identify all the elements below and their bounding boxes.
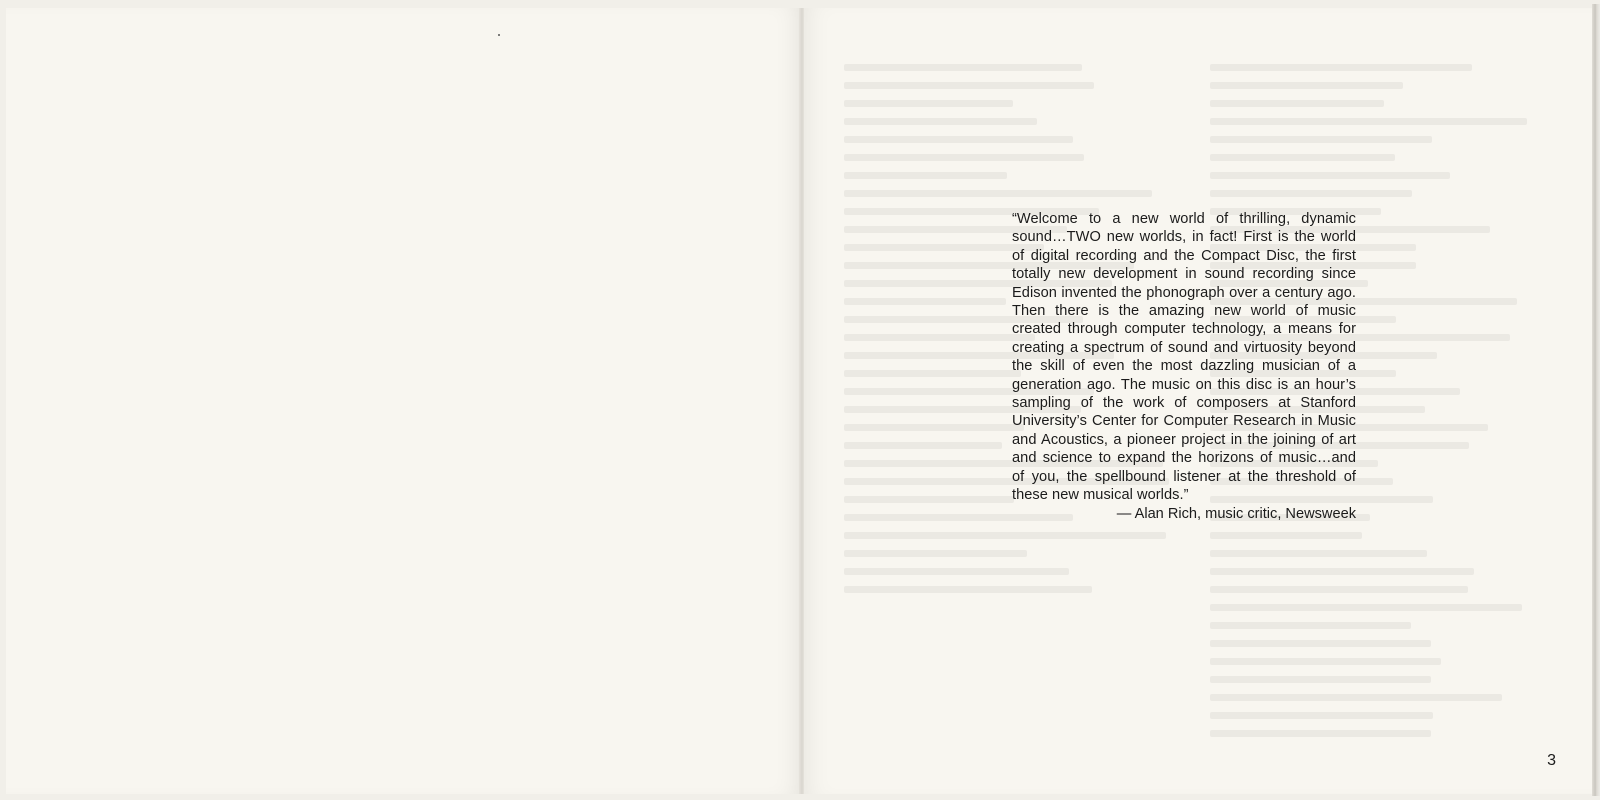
show-through-stroke <box>844 172 1007 179</box>
show-through-line <box>1210 148 1540 166</box>
show-through-stroke <box>1210 136 1432 143</box>
show-through-stroke <box>844 82 1094 89</box>
show-through-line <box>844 562 1184 580</box>
show-through-line <box>1210 616 1540 634</box>
show-through-stroke <box>844 118 1037 125</box>
show-through-stroke <box>1210 568 1474 575</box>
show-through-stroke <box>1210 676 1431 683</box>
show-through-stroke <box>844 334 1035 341</box>
show-through-stroke <box>1210 640 1431 647</box>
show-through-line <box>1210 670 1540 688</box>
show-through-stroke <box>844 136 1073 143</box>
show-through-line <box>1210 112 1540 130</box>
show-through-stroke <box>1210 100 1384 107</box>
show-through-stroke <box>1210 604 1522 611</box>
show-through-stroke <box>844 100 1013 107</box>
show-through-stroke <box>844 154 1084 161</box>
show-through-line <box>1210 166 1540 184</box>
show-through-stroke <box>1210 190 1412 197</box>
show-through-line <box>1210 58 1540 76</box>
paper-speck <box>498 34 500 36</box>
show-through-line <box>844 526 1184 544</box>
show-through-line <box>844 148 1184 166</box>
show-through-line <box>1210 724 1540 742</box>
show-through-stroke <box>1210 82 1403 89</box>
show-through-line <box>844 580 1184 598</box>
show-through-stroke <box>1210 118 1527 125</box>
show-through-stroke <box>1210 622 1411 629</box>
show-through-line <box>1210 598 1540 616</box>
show-through-line <box>1210 562 1540 580</box>
show-through-stroke <box>1210 172 1450 179</box>
show-through-line <box>844 130 1184 148</box>
show-through-stroke <box>844 424 1024 431</box>
show-through-line <box>1210 526 1540 544</box>
show-through-line <box>1210 652 1540 670</box>
page-number: 3 <box>1547 752 1556 769</box>
show-through-stroke <box>1210 64 1472 71</box>
show-through-line <box>844 184 1184 202</box>
show-through-line <box>1210 580 1540 598</box>
show-through-stroke <box>844 568 1069 575</box>
right-page <box>804 8 1592 794</box>
quote-block <box>1012 210 1356 523</box>
show-through-line <box>1210 544 1540 562</box>
show-through-stroke <box>1210 730 1431 737</box>
show-through-stroke <box>844 64 1082 71</box>
show-through-stroke <box>844 442 1002 449</box>
show-through-stroke <box>1210 154 1395 161</box>
show-through-line <box>1210 184 1540 202</box>
show-through-stroke <box>844 298 1006 305</box>
show-through-line <box>844 76 1184 94</box>
show-through-line <box>1210 706 1540 724</box>
show-through-stroke <box>844 550 1027 557</box>
show-through-stroke <box>1210 658 1441 665</box>
show-through-line <box>844 94 1184 112</box>
show-through-stroke <box>844 370 1021 377</box>
show-through-stroke <box>844 532 1166 539</box>
show-through-stroke <box>844 496 1014 503</box>
show-through-line <box>844 58 1184 76</box>
show-through-stroke <box>1210 712 1433 719</box>
show-through-line <box>844 166 1184 184</box>
show-through-line <box>1210 688 1540 706</box>
show-through-line <box>1210 634 1540 652</box>
show-through-line <box>1210 94 1540 112</box>
show-through-stroke <box>1210 532 1362 539</box>
show-through-stroke <box>1210 694 1502 701</box>
booklet-edge <box>1592 4 1600 796</box>
show-through-stroke <box>844 586 1092 593</box>
show-through-line <box>844 112 1184 130</box>
quote-text: “Welcome to a new world of thrilling, dynamic sound…TWO new worlds, in fact! First is the world of digital recording and the Compact Disc, the first totally new development in sound recording since Edison invented the phonograph over a century ago. Then there is the amazing new world of music created through computer technology, a means for creating a spectrum of sound and virtuosity beyond the skill of even the most dazzling musician of a generation ago. The music on this disc is an hour’s sampling of the work of composers at Stanford University’s Center for Computer Research in Music and Acoustics, a pioneer project in the joining of art and science to expand the horizons of music…and of you, the spellbound listener at the threshold of these new musical worlds.” <box>1012 211 1356 504</box>
quote-attribution: — Alan Rich, music critic, Newsweek <box>1116 505 1356 522</box>
show-through-line <box>844 544 1184 562</box>
show-through-stroke <box>1210 550 1427 557</box>
show-through-line <box>1210 76 1540 94</box>
show-through-stroke <box>844 190 1152 197</box>
show-through-stroke <box>1210 586 1468 593</box>
show-through-line <box>1210 130 1540 148</box>
left-page-blank <box>6 8 802 794</box>
